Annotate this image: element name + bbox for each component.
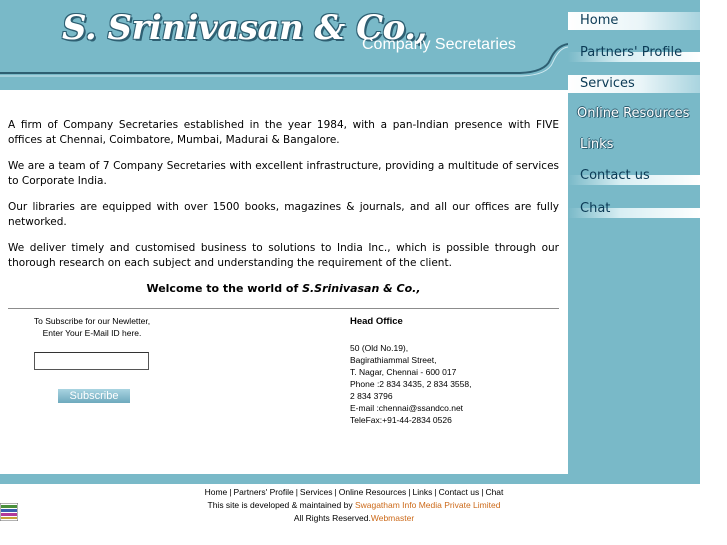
- company-logo-text: S. Srinivasan & Co.,: [62, 8, 427, 48]
- intro-paragraph-2: We are a team of 7 Company Secretaries with excellent infrastructure, providing a multitude of services to Corporate India.: [8, 160, 559, 187]
- nav-partners-profile-label: Partners' Profile: [580, 45, 683, 60]
- footer-link-services[interactable]: Services: [299, 487, 333, 497]
- newsletter-email-input[interactable]: [34, 352, 149, 370]
- footer-link-links[interactable]: Links: [412, 487, 433, 497]
- nav-links[interactable]: [568, 136, 700, 158]
- intro-paragraph-3: Our libraries are equipped with over 1500 books, magazines & journals, and all our offices are fully networked.: [8, 201, 559, 228]
- head-office-line: 50 (Old No.19),: [350, 343, 409, 353]
- welcome-company-name: S.Srinivasan & Co.,: [302, 282, 421, 295]
- head-office-telefax: TeleFax:+91-44-2834 0526: [350, 415, 452, 425]
- right-margin: [700, 0, 727, 545]
- footer-link-partners-profile[interactable]: Partners' Profile: [233, 487, 294, 497]
- footer-webmaster-link[interactable]: Webmaster: [370, 513, 415, 523]
- welcome-prefix: Welcome to the world of: [146, 282, 303, 295]
- footer-link-chat[interactable]: Chat: [485, 487, 504, 497]
- footer-link-online-resources[interactable]: Online Resources: [338, 487, 407, 497]
- intro-content: [8, 118, 559, 282]
- footer-credit: [0, 499, 708, 512]
- footer-link-home[interactable]: Home: [204, 487, 228, 497]
- nav-online-resources[interactable]: [568, 105, 700, 127]
- stacked-bars-icon: [0, 503, 18, 521]
- right-nav: [568, 0, 700, 474]
- head-office-line: Bagirathiammal Street,: [350, 355, 437, 365]
- head-office-line: T. Nagar, Chennai - 600 017: [350, 367, 457, 377]
- head-office-phone-2: 2 834 3796: [350, 391, 393, 401]
- nav-home-label: Home: [580, 13, 619, 28]
- footer-links: Home | Partners' Profile | Services | Online Resources | Links | Contact us | Chat: [204, 487, 504, 497]
- nav-contact-us[interactable]: [568, 167, 700, 189]
- welcome-line: [8, 282, 559, 295]
- head-office-email: E-mail :chennai@ssandco.net: [350, 403, 464, 413]
- nav-services-label: Services: [580, 76, 635, 91]
- nav-chat[interactable]: [568, 200, 700, 222]
- nav-partners-profile[interactable]: [568, 44, 700, 66]
- intro-paragraph-4: We deliver timely and customised business to solutions to India Inc., which is possible through our thorough research on each subject and understanding the requirement of the client.: [8, 242, 559, 269]
- divider: [8, 308, 559, 309]
- nav-contact-us-label: Contact us: [580, 168, 650, 183]
- footer-developed-by: This site is developed & maintained by: [207, 500, 355, 510]
- footer-link-contact-us[interactable]: Contact us: [438, 487, 480, 497]
- nav-chat-label: Chat: [580, 201, 611, 216]
- footer-developer-link[interactable]: Swagatham Info Media Private Limited: [354, 500, 501, 510]
- footer-rights: [0, 512, 708, 525]
- newsletter-line-2: Enter Your E-Mail ID here.: [42, 328, 142, 338]
- footer: [0, 486, 708, 525]
- nav-links-label: Links: [580, 137, 614, 152]
- newsletter-line-1: To Subscribe for our Newletter,: [33, 316, 151, 326]
- bottom-band: [0, 474, 700, 484]
- head-office-phone: Phone :2 834 3435, 2 834 3558,: [350, 379, 472, 389]
- nav-home[interactable]: [568, 12, 700, 34]
- head-office-title: Head Office: [350, 316, 403, 327]
- nav-online-resources-label: Online Resources: [577, 106, 690, 121]
- footer-rights-text: All Rights Reserved.: [293, 513, 371, 523]
- nav-services[interactable]: [568, 75, 700, 97]
- intro-paragraph-1: A firm of Company Secretaries established in the year 1984, with a pan-Indian presence with FIVE offices at Chennai, Coimbatore, Mumbai, Madurai & Bangalore.: [8, 119, 559, 146]
- company-tagline: Company Secretaries: [362, 36, 516, 53]
- newsletter-prompt: [22, 315, 162, 339]
- subscribe-button[interactable]: Subscribe: [58, 389, 130, 403]
- header-banner: [0, 0, 568, 90]
- head-office-block: [350, 316, 550, 426]
